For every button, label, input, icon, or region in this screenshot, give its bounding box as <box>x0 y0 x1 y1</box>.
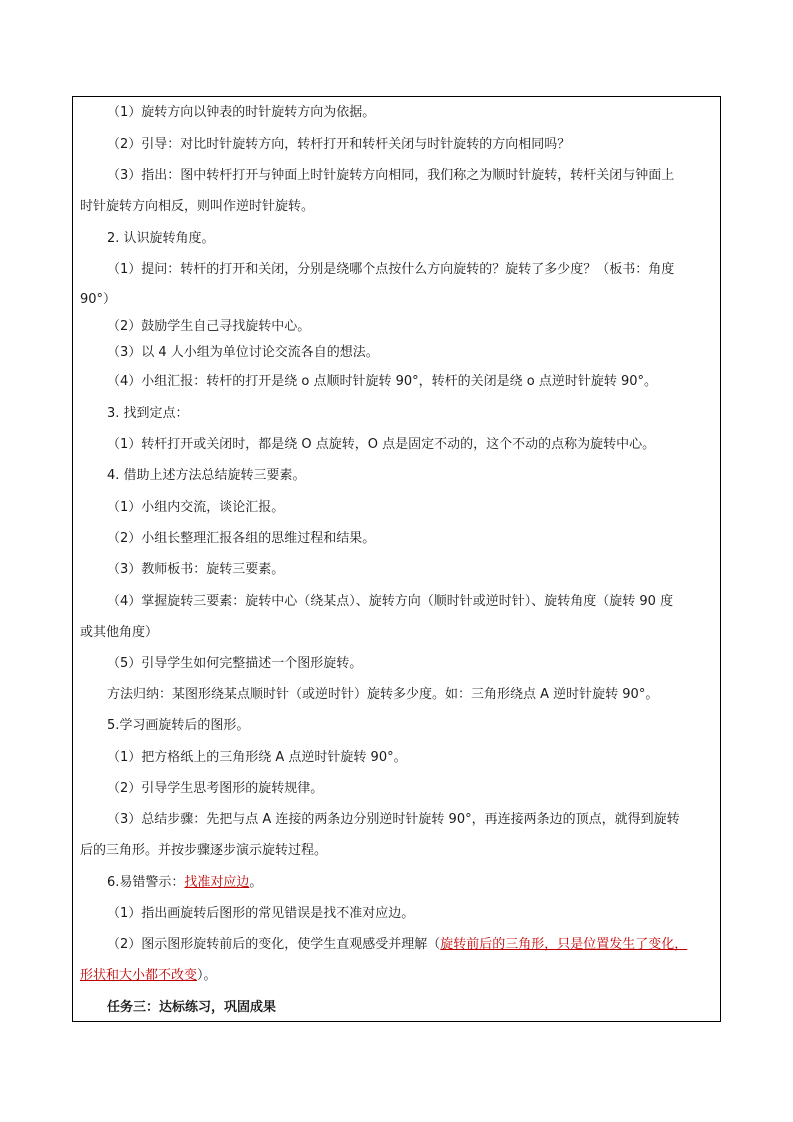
warning-suffix: 。 <box>249 875 263 890</box>
text-line: （3）总结步骤：先把与点 A 连接的两条边分别逆时针旋转 90°，再连接两条边的顶点，就得到旋转 <box>107 812 680 827</box>
detail-prefix: （2）图示图形旋转前后的变化，使学生直观感受并理解（ <box>107 937 441 952</box>
warning-prefix: 6.易错警示： <box>107 875 185 890</box>
detail-highlight-1: 旋转前后的三角形，只是位置发生了变化， <box>440 937 688 952</box>
text-line: （3）以 4 人小组为单位讨论交流各自的想法。 <box>107 345 379 360</box>
text-line: （1）指出画旋转后图形的常见错误是找不准对应边。 <box>107 906 415 921</box>
text-line: 时针旋转方向相反，则叫作逆时针旋转。 <box>80 199 315 214</box>
detail-highlight-2: 形状和大小都不改变 <box>80 968 198 983</box>
text-line: 3. 找到定点： <box>107 406 189 421</box>
text-line: （1）把方格纸上的三角形绕 A 点逆时针旋转 90°。 <box>107 750 407 765</box>
task-heading: 任务三：达标练习，巩固成果 <box>107 1000 277 1015</box>
text-line: （1）旋转方向以钟表的时针旋转方向为依据。 <box>107 105 376 120</box>
text-line: 2. 认识旋转角度。 <box>107 231 215 246</box>
detail-suffix: ）。 <box>197 968 217 983</box>
text-line: 90°） <box>80 292 117 307</box>
warning-highlight: 找准对应边 <box>184 875 250 890</box>
text-line: 方法归纳：某图形绕某点顺时针（或逆时针）旋转多少度。如：三角形绕点 A 逆时针旋转 90°。 <box>107 687 659 702</box>
text-line: （1）小组内交流，谈论汇报。 <box>107 500 285 515</box>
text-line: （4）掌握旋转三要素：旋转中心（绕某点）、旋转方向（顺时针或逆时针）、旋转角度（旋转 90 度 <box>107 594 674 609</box>
text-line: （1）提问：转杆的打开和关闭，分别是绕哪个点按什么方向旋转的？旋转了多少度？（板书：角度 <box>107 262 675 277</box>
text-line: （2）引导：对比时针旋转方向，转杆打开和转杆关闭与时针旋转的方向相同吗？ <box>107 137 571 152</box>
text-line: （2）引导学生思考图形的旋转规律。 <box>107 781 324 796</box>
warning-detail-line-2 <box>80 967 217 985</box>
text-line: 后的三角形。并按步骤逐步演示旋转过程。 <box>80 843 328 858</box>
text-line: （2）小组长整理汇报各组的思维过程和结果。 <box>107 531 376 546</box>
warning-detail-line <box>107 936 687 954</box>
warning-line <box>107 874 262 892</box>
text-line: 5.学习画旋转后的图形。 <box>107 718 250 733</box>
text-line: （3）指出：图中转杆打开与钟面上时针旋转方向相同，我们称之为顺时针旋转，转杆关闭与钟面上 <box>107 168 675 183</box>
text-line: （5）引导学生如何完整描述一个图形旋转。 <box>107 656 363 671</box>
text-line: 4. 借助上述方法总结旋转三要素。 <box>107 468 306 483</box>
text-line: （1）转杆打开或关闭时，都是绕 O 点旋转，O 点是固定不动的，这个不动的点称为旋转中心。 <box>107 437 656 452</box>
text-line: （3）教师板书：旋转三要素。 <box>107 562 285 577</box>
text-line: 或其他角度） <box>80 625 159 640</box>
text-line: （4）小组汇报：转杆的打开是绕 o 点顺时针旋转 90°，转杆的关闭是绕 o 点逆时针旋转 90°。 <box>107 374 658 389</box>
text-line: （2）鼓励学生自己寻找旋转中心。 <box>107 319 311 334</box>
